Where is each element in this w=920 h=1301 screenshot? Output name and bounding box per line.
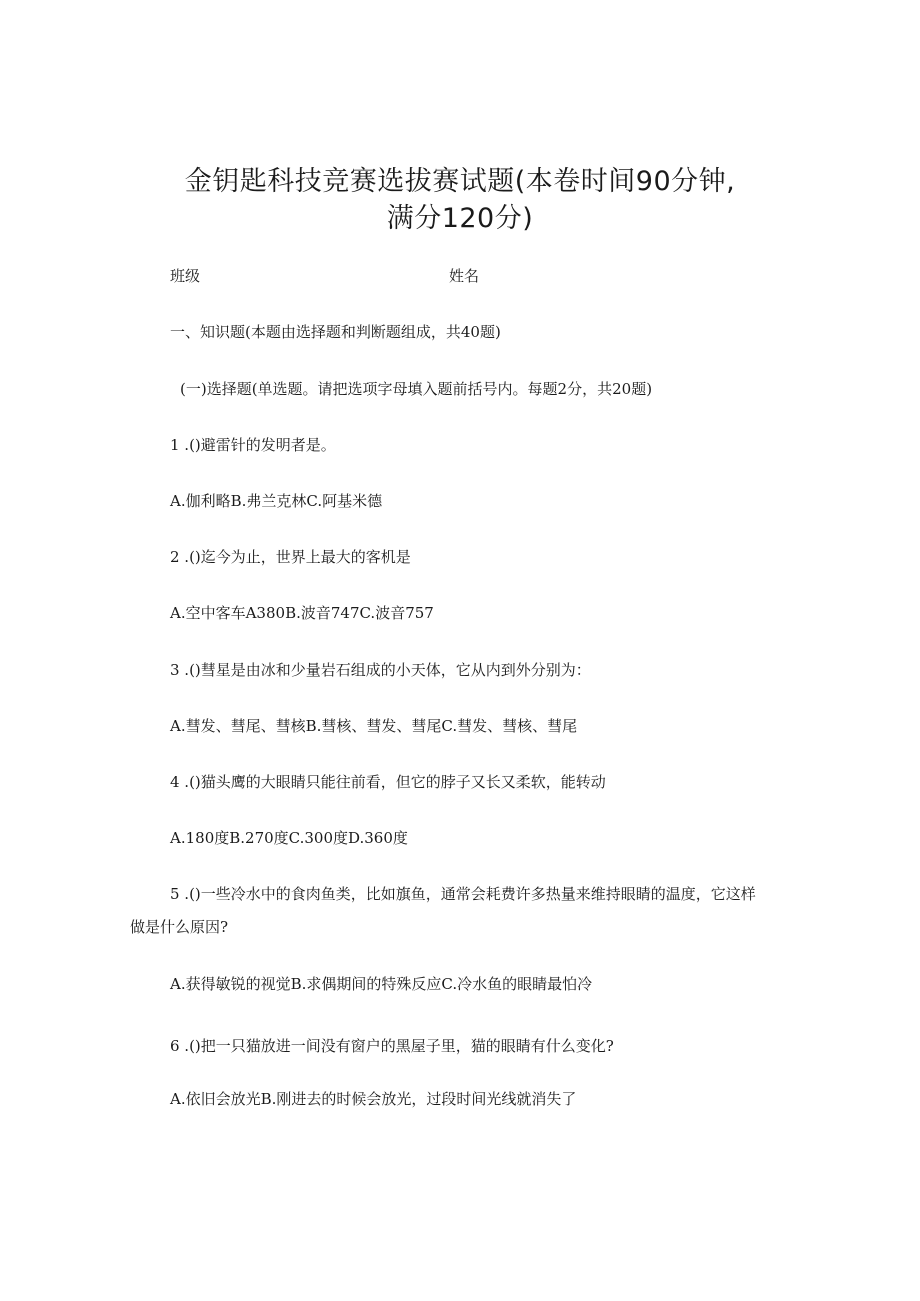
question-5: 5 .()一些冷水中的食肉鱼类，比如旗鱼，通常会耗费许多热量来维持眼睛的温度，它这样	[170, 885, 756, 903]
question-1: 1 .()避雷针的发明者是。	[170, 436, 336, 454]
exam-title-line-2: 满分120分)	[386, 203, 534, 234]
question-4-options: A.180度B.270度C.300度D.360度	[170, 829, 408, 847]
section-heading: 一、知识题(本题由选择题和判断题组成，共40题)	[170, 323, 501, 341]
question-6-options: A.依旧会放光B.刚进去的时候会放光，过段时间光线就消失了	[170, 1090, 577, 1108]
question-4: 4 .()猫头鹰的大眼睛只能往前看，但它的脖子又长又柔软，能转动	[170, 773, 606, 791]
question-6: 6 .()把一只猫放进一间没有窗户的黑屋子里，猫的眼睛有什么变化?	[170, 1037, 614, 1055]
question-1-options: A.伽利略B.弗兰克林C.阿基米德	[170, 492, 383, 510]
name-field-label: 姓名	[449, 267, 480, 285]
question-3-options: A.彗发、彗尾、彗核B.彗核、彗发、彗尾C.彗发、彗核、彗尾	[170, 717, 578, 735]
subsection-heading: (一)选择题(单选题。请把选项字母填入题前括号内。每题2分，共20题)	[180, 380, 653, 398]
question-2: 2 .()迄今为止，世界上最大的客机是	[170, 548, 411, 566]
question-3: 3 .()彗星是由冰和少量岩石组成的小天体，它从内到外分别为：	[170, 661, 591, 679]
question-5-continued: 做是什么原因?	[130, 918, 229, 936]
question-2-options: A.空中客车A380B.波音747C.波音757	[170, 604, 434, 622]
class-field-label: 班级	[170, 267, 201, 285]
question-5-options: A.获得敏锐的视觉B.求偶期间的特殊反应C.冷水鱼的眼睛最怕冷	[170, 975, 593, 993]
exam-title-line-1: 金钥匙科技竞赛选拔赛试题(本卷时间90分钟,	[184, 166, 736, 197]
